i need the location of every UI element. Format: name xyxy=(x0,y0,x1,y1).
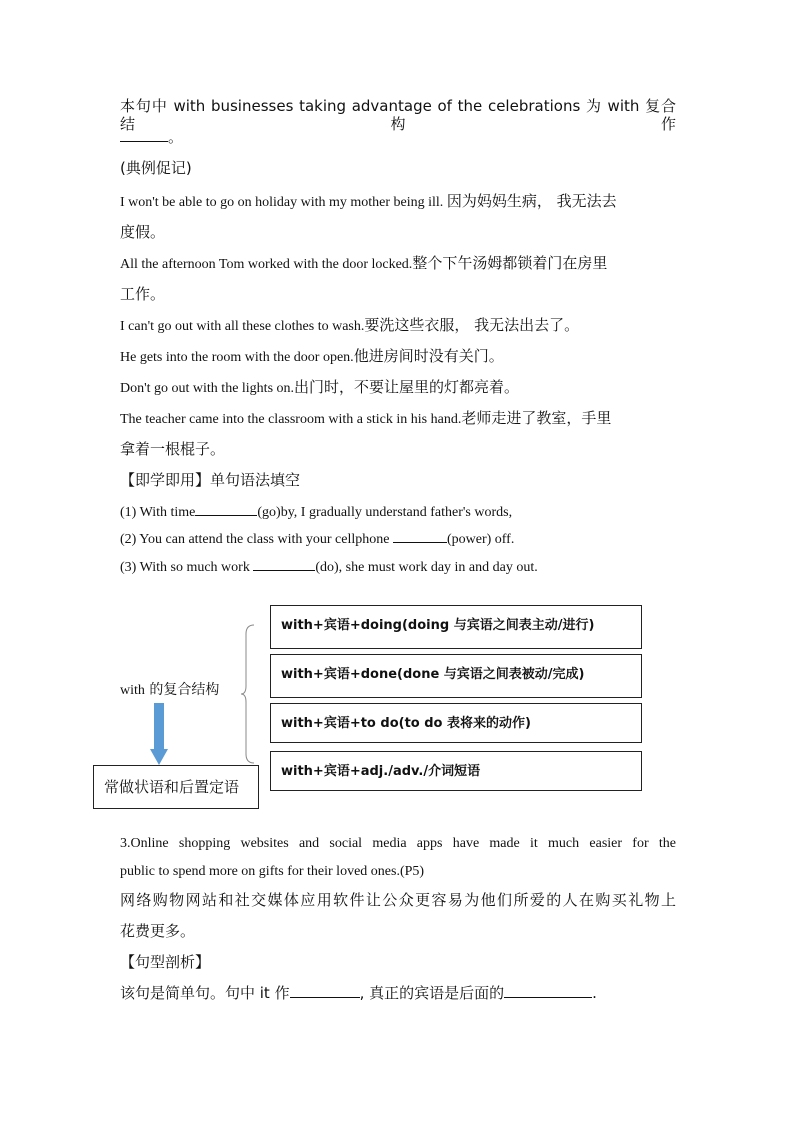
item3-zh: 网络购物网站和社交媒体应用软件让公众更容易为他们所爱的人在购买礼物上 xyxy=(120,891,676,909)
examples-heading: (典例促记) xyxy=(120,159,192,177)
with-label-en: with xyxy=(120,683,145,698)
analysis-text: , 真正的宾语是后面的 xyxy=(359,984,505,1002)
practice-item xyxy=(120,558,676,576)
example-en: I won't be able to go on holiday with my mother being ill. xyxy=(120,195,447,210)
example-zh: 要洗这些衣服， 我无法出去了。 xyxy=(364,316,580,334)
practice-item xyxy=(120,530,676,548)
diagram-box-adj: with+宾语+adj./adv./介词短语 xyxy=(270,751,642,791)
intro-text: 本句中 with businesses taking advantage of the celebrations 为 with 复合结构作 xyxy=(120,97,676,133)
example-zh: 他进房间时没有关门。 xyxy=(353,347,504,365)
practice-text: (2) You can attend the class with your cellphone xyxy=(120,532,393,547)
example-continued: 度假。 xyxy=(120,223,166,241)
diagram-box-done: with+宾语+done(done 与宾语之间表被动/完成) xyxy=(270,654,642,698)
analysis-text: 该句是简单句。句中 it 作 xyxy=(120,984,290,1002)
example-sentence xyxy=(120,193,676,211)
practice-heading: 【即学即用】单句语法填空 xyxy=(120,471,301,489)
intro-line-2 xyxy=(120,129,676,147)
arrow-down-icon xyxy=(150,703,168,765)
brace-icon xyxy=(240,624,256,764)
fill-blank[interactable] xyxy=(290,985,360,998)
fill-blank[interactable] xyxy=(393,530,447,543)
fill-blank[interactable] xyxy=(504,985,592,998)
example-sentence xyxy=(120,255,676,273)
example-continued: 拿着一根棍子。 xyxy=(120,440,226,458)
analysis-text: . xyxy=(592,984,597,1002)
practice-item xyxy=(120,503,676,521)
item3-translation-2: 花费更多。 xyxy=(120,922,196,940)
example-zh: 因为妈妈生病， 我无法去 xyxy=(446,192,617,210)
practice-text: (3) With so much work xyxy=(120,560,254,575)
example-sentence xyxy=(120,410,676,428)
example-en: Don't go out with the lights on. xyxy=(120,381,295,396)
example-zh: 出门时，不要让屋里的灯都亮着。 xyxy=(294,378,520,396)
example-en: The teacher came into the classroom with a stick in his hand. xyxy=(120,412,462,427)
intro-suffix: 。 xyxy=(168,128,184,146)
example-sentence xyxy=(120,317,676,335)
fill-blank[interactable] xyxy=(253,558,315,571)
fill-blank[interactable] xyxy=(195,503,257,516)
example-continued: 工作。 xyxy=(120,285,166,303)
item3-line-1 xyxy=(120,836,676,852)
practice-text: (go)by, I gradually understand father's words, xyxy=(257,505,513,520)
analysis-heading: 【句型剖析】 xyxy=(120,953,211,971)
fill-blank[interactable] xyxy=(120,129,168,142)
practice-text: (power) off. xyxy=(446,532,515,547)
practice-text: (do), she must work day in and day out. xyxy=(315,560,538,575)
item3-translation-1 xyxy=(120,892,676,908)
example-sentence xyxy=(120,348,676,366)
with-label-zh: 的复合结构 xyxy=(144,682,220,698)
item3-text: 3.Online shopping websites and social media apps have made it much easier for the xyxy=(120,836,676,851)
item3-line-2: public to spend more on gifts for their loved ones.(P5) xyxy=(120,864,425,879)
with-structure-label xyxy=(120,679,219,699)
diagram-box-doing: with+宾语+doing(doing 与宾语之间表主动/进行) xyxy=(270,605,642,649)
diagram-box-to-do: with+宾语+to do(to do 表将来的动作) xyxy=(270,703,642,743)
example-sentence xyxy=(120,379,676,397)
analysis-line xyxy=(120,985,676,1001)
example-en: He gets into the room with the door open. xyxy=(120,350,354,365)
usage-box: 常做状语和后置定语 xyxy=(93,765,259,809)
example-zh: 整个下午汤姆都锁着门在房里 xyxy=(412,254,608,272)
practice-text: (1) With time xyxy=(120,505,196,520)
example-en: All the afternoon Tom worked with the door locked. xyxy=(120,257,413,272)
example-en: I can't go out with all these clothes to wash. xyxy=(120,319,365,334)
example-zh: 老师走进了教室，手里 xyxy=(461,409,612,427)
